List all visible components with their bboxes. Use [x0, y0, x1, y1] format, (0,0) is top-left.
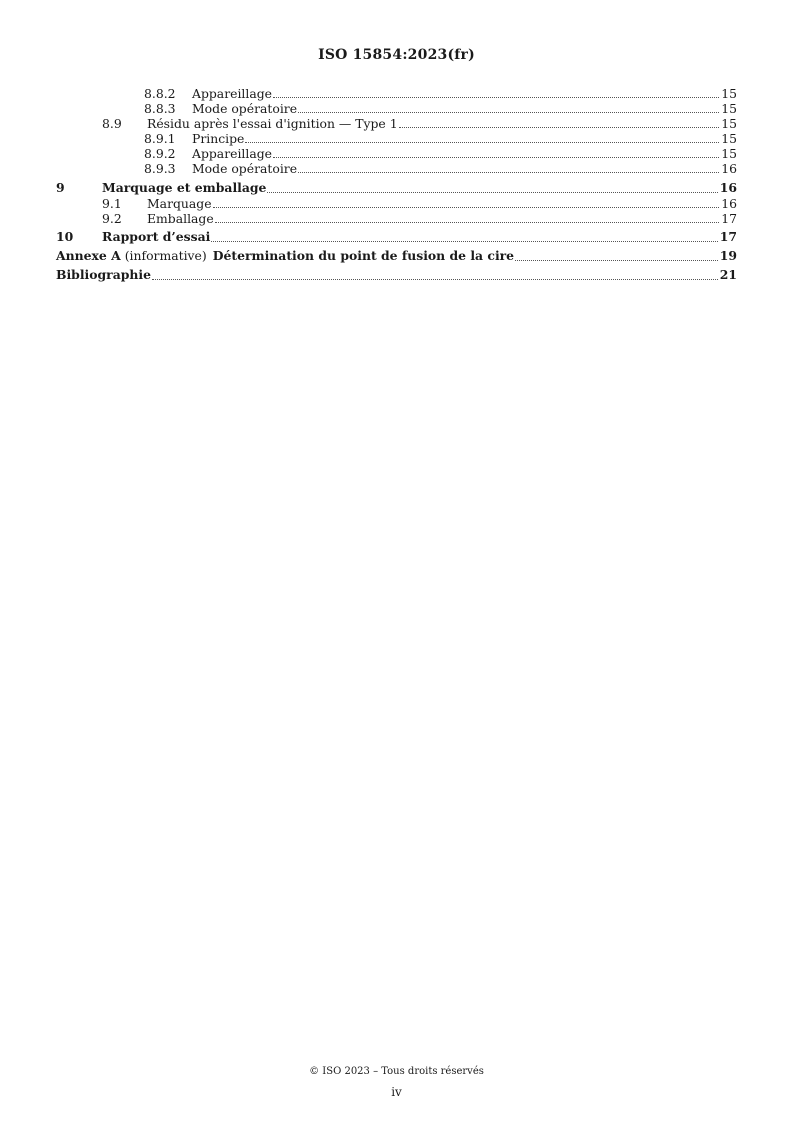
- toc-dot-leader: [245, 141, 719, 143]
- toc-entry-number: 9: [56, 180, 65, 195]
- toc-dot-leader: [273, 156, 719, 158]
- toc-entry-title: Résidu après l'essai d'ignition — Type 1: [147, 116, 398, 131]
- toc-entry-number: 8.8.2: [144, 86, 176, 101]
- toc-annex-qualifier: (informative): [124, 248, 207, 263]
- toc-entry-number: 10: [56, 229, 74, 244]
- footer-page-number: iv: [391, 1085, 402, 1099]
- toc-dot-leader: [213, 206, 720, 208]
- table-of-contents: [56, 86, 737, 283]
- toc-entry-page: 15: [721, 146, 737, 161]
- toc-entry-number: 9.1: [102, 196, 122, 211]
- toc-entry-10[interactable]: [56, 229, 737, 245]
- toc-entry-title: Bibliographie: [56, 267, 152, 282]
- toc-entry-title: Détermination du point de fusion de la cire: [212, 248, 515, 263]
- toc-dot-leader: [267, 191, 717, 193]
- toc-entry-bibliographie[interactable]: [56, 267, 737, 283]
- toc-dot-leader: [399, 126, 720, 128]
- toc-annex-label: Annexe A: [56, 248, 121, 263]
- toc-entry-page: 16: [721, 161, 737, 176]
- toc-entry-9[interactable]: [56, 180, 737, 196]
- toc-entry-title: Rapport d’essai: [102, 229, 211, 244]
- toc-dot-leader: [215, 221, 720, 223]
- toc-entry-title: Emballage: [147, 211, 214, 226]
- toc-entry-8-8-2[interactable]: [56, 86, 737, 101]
- toc-dot-leader: [152, 278, 718, 280]
- document-header-title: ISO 15854:2023(fr): [318, 47, 475, 63]
- toc-entry-title: Marquage: [147, 196, 212, 211]
- toc-entry-number: 8.8.3: [144, 101, 176, 116]
- toc-entry-9-2[interactable]: [56, 211, 737, 226]
- toc-dot-leader: [298, 171, 719, 173]
- toc-entry-page: 15: [721, 86, 737, 101]
- toc-entry-number: 8.9.2: [144, 146, 176, 161]
- toc-entry-page: 16: [721, 196, 737, 211]
- toc-entry-page: 15: [721, 131, 737, 146]
- toc-entry-page: 15: [721, 116, 737, 131]
- toc-dot-leader: [298, 111, 719, 113]
- toc-entry-8-9-3[interactable]: [56, 161, 737, 176]
- toc-entry-title: Appareillage: [192, 86, 272, 101]
- toc-entry-title: Principe: [192, 131, 245, 146]
- footer-copyright: © ISO 2023 – Tous droits réservés: [309, 1066, 484, 1077]
- toc-entry-annex-a[interactable]: [56, 248, 737, 264]
- toc-entry-page: 19: [719, 248, 737, 263]
- toc-entry-page: 15: [721, 101, 737, 116]
- toc-entry-page: 17: [719, 229, 737, 244]
- toc-entry-number: 8.9.1: [144, 131, 176, 146]
- toc-entry-number: 8.9.3: [144, 161, 176, 176]
- toc-entry-page: 16: [719, 180, 737, 195]
- toc-entry-8-9-1[interactable]: [56, 131, 737, 146]
- toc-entry-9-1[interactable]: [56, 196, 737, 211]
- toc-entry-title: Mode opératoire: [192, 101, 298, 116]
- toc-entry-title: Marquage et emballage: [102, 180, 267, 195]
- toc-entry-8-9-2[interactable]: [56, 146, 737, 161]
- toc-entry-8-8-3[interactable]: [56, 101, 737, 116]
- toc-entry-8-9[interactable]: [56, 116, 737, 131]
- toc-entry-page: 17: [721, 211, 737, 226]
- toc-entry-number: 9.2: [102, 211, 122, 226]
- toc-entry-title: Appareillage: [192, 146, 272, 161]
- toc-dot-leader: [515, 259, 718, 261]
- toc-entry-page: 21: [719, 267, 737, 282]
- toc-entry-number: 8.9: [102, 116, 122, 131]
- toc-dot-leader: [273, 96, 719, 98]
- toc-dot-leader: [211, 240, 717, 242]
- toc-entry-title: Mode opératoire: [192, 161, 298, 176]
